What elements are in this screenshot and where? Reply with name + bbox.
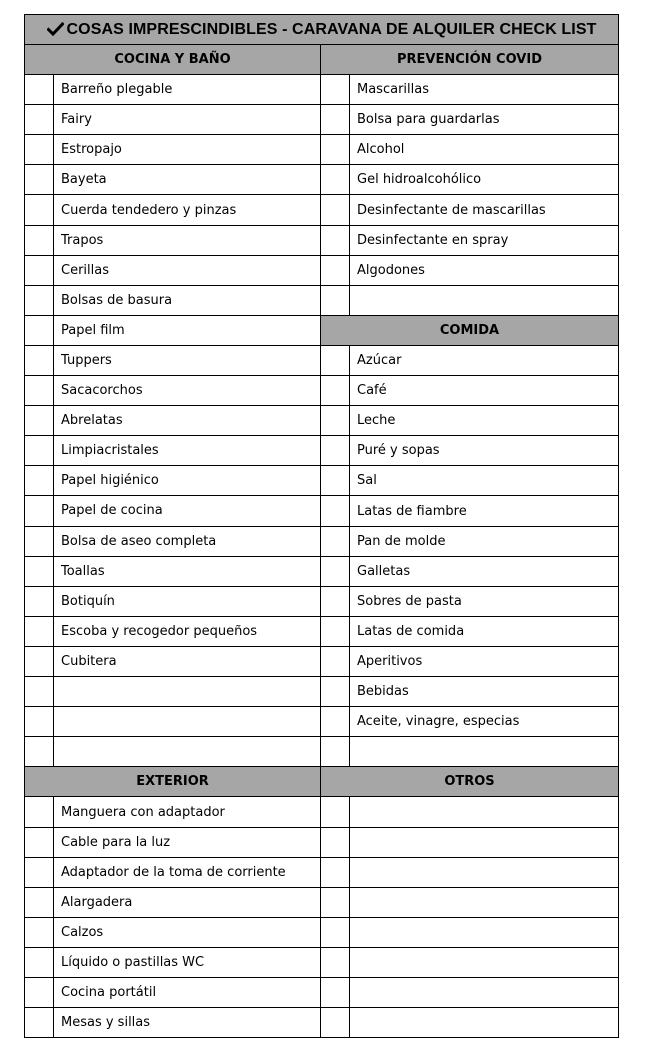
item-label: Bayeta bbox=[61, 172, 107, 188]
checkbox[interactable] bbox=[25, 647, 54, 676]
checklist-row bbox=[321, 617, 619, 647]
checklist-row bbox=[24, 737, 321, 767]
checklist-row bbox=[24, 828, 321, 858]
checklist-row bbox=[24, 647, 321, 677]
section-header-label: PREVENCIÓN COVID bbox=[396, 52, 542, 68]
checklist-row bbox=[24, 75, 321, 105]
item-label: Sacacorchos bbox=[61, 383, 143, 399]
checkbox[interactable] bbox=[321, 75, 350, 104]
checklist-row bbox=[321, 828, 619, 858]
checklist-row bbox=[24, 858, 321, 888]
checkbox[interactable] bbox=[321, 496, 350, 525]
checkbox[interactable] bbox=[25, 707, 54, 736]
checkbox[interactable] bbox=[25, 888, 54, 917]
item-label: Estropajo bbox=[61, 142, 122, 158]
checklist-row bbox=[321, 496, 619, 526]
item-label: Papel de cocina bbox=[61, 503, 163, 519]
item-label bbox=[350, 797, 618, 826]
section-header-label: OTROS bbox=[444, 774, 495, 790]
section-exterior bbox=[24, 767, 321, 1038]
checkbox[interactable] bbox=[25, 406, 54, 435]
checklist-row bbox=[24, 286, 321, 316]
item-label: Galletas bbox=[357, 563, 411, 579]
item-label: Tuppers bbox=[61, 352, 112, 368]
item-label: Desinfectante de mascarillas bbox=[357, 202, 546, 218]
item-label: Adaptador de la toma de corriente bbox=[61, 864, 286, 880]
checkbox[interactable] bbox=[25, 376, 54, 405]
checklist-row bbox=[24, 707, 321, 737]
checklist-row bbox=[321, 436, 619, 466]
checkmark-icon bbox=[47, 22, 64, 36]
section-comida bbox=[321, 316, 619, 767]
item-label: Mascarillas bbox=[357, 82, 429, 98]
checkbox[interactable] bbox=[25, 1008, 54, 1037]
item-label bbox=[350, 858, 618, 887]
item-label: Limpiacristales bbox=[61, 443, 159, 459]
item-label: Barreño plegable bbox=[61, 82, 173, 98]
checkbox[interactable] bbox=[321, 828, 350, 857]
checklist-row bbox=[321, 557, 619, 587]
checklist-row bbox=[321, 75, 619, 105]
item-label bbox=[54, 707, 320, 736]
checkbox[interactable] bbox=[25, 828, 54, 857]
checklist-row bbox=[321, 135, 619, 165]
item-label: Sobres de pasta bbox=[357, 593, 462, 609]
item-label bbox=[54, 737, 320, 766]
section-header-otros bbox=[321, 767, 619, 797]
checkbox[interactable] bbox=[25, 226, 54, 255]
item-label: Calzos bbox=[61, 924, 104, 940]
checkbox[interactable] bbox=[25, 918, 54, 947]
checkbox[interactable] bbox=[321, 195, 350, 224]
checkbox[interactable] bbox=[25, 135, 54, 164]
checkbox[interactable] bbox=[25, 858, 54, 887]
checkbox[interactable] bbox=[25, 617, 54, 646]
checkbox[interactable] bbox=[321, 888, 350, 917]
checklist-row bbox=[321, 677, 619, 707]
checkbox[interactable] bbox=[25, 677, 54, 706]
checkbox[interactable] bbox=[25, 436, 54, 465]
checkbox[interactable] bbox=[25, 496, 54, 525]
checkbox[interactable] bbox=[321, 978, 350, 1007]
checklist-row bbox=[321, 376, 619, 406]
checkbox[interactable] bbox=[321, 617, 350, 646]
item-label: Puré y sopas bbox=[357, 443, 440, 459]
checkbox[interactable] bbox=[25, 165, 54, 194]
checkbox[interactable] bbox=[321, 165, 350, 194]
checklist-row bbox=[24, 677, 321, 707]
checklist-row bbox=[24, 948, 321, 978]
section-header-exterior bbox=[24, 767, 321, 797]
checklist-row bbox=[321, 948, 619, 978]
item-label bbox=[350, 978, 618, 1007]
item-label: Mesas y sillas bbox=[61, 1015, 151, 1031]
checklist-row bbox=[24, 406, 321, 436]
checklist-row bbox=[321, 256, 619, 286]
checkbox[interactable] bbox=[25, 195, 54, 224]
checklist-row bbox=[24, 918, 321, 948]
checklist-row bbox=[321, 105, 619, 135]
section-header-label: EXTERIOR bbox=[136, 774, 209, 790]
item-label: Aceite, vinagre, especias bbox=[357, 714, 520, 730]
section-prevencion-covid bbox=[321, 45, 619, 316]
checklist-row bbox=[24, 165, 321, 195]
checkbox[interactable] bbox=[25, 948, 54, 977]
checklist-row bbox=[24, 496, 321, 526]
checklist-row bbox=[24, 135, 321, 165]
item-label: Fairy bbox=[61, 112, 92, 128]
checklist-row bbox=[24, 557, 321, 587]
checklist-row bbox=[24, 256, 321, 286]
item-label: Bolsa para guardarlas bbox=[357, 112, 500, 128]
checkbox[interactable] bbox=[321, 256, 350, 285]
checklist-row bbox=[24, 105, 321, 135]
checkbox[interactable] bbox=[321, 858, 350, 887]
item-label: Cuerda tendedero y pinzas bbox=[61, 202, 237, 218]
item-label: Alargadera bbox=[61, 894, 133, 910]
section-header-cocina bbox=[24, 45, 321, 75]
item-label: Líquido o pastillas WC bbox=[61, 955, 205, 970]
item-label: Latas de fiambre bbox=[357, 503, 467, 519]
item-label: Cerillas bbox=[61, 262, 109, 278]
section-header-comida bbox=[321, 316, 619, 346]
checkbox[interactable] bbox=[25, 105, 54, 134]
checklist-row bbox=[24, 436, 321, 466]
checkbox[interactable] bbox=[25, 527, 54, 556]
checklist-row bbox=[321, 797, 619, 827]
item-label: Alcohol bbox=[357, 142, 405, 158]
checkbox[interactable] bbox=[25, 737, 54, 766]
checklist-title: COSAS IMPRESCINDIBLES - CARAVANA DE ALQUILER CHECK LIST bbox=[66, 20, 597, 38]
checkbox[interactable] bbox=[321, 647, 350, 676]
checklist-row bbox=[24, 346, 321, 376]
checklist-row bbox=[321, 406, 619, 436]
checklist-title-bar bbox=[24, 14, 619, 45]
item-label: Papel film bbox=[61, 322, 125, 338]
checkbox[interactable] bbox=[321, 466, 350, 495]
item-label: Botiquín bbox=[61, 593, 115, 609]
section-header-covid bbox=[321, 45, 619, 75]
checkbox[interactable] bbox=[321, 346, 350, 375]
item-label: Cubitera bbox=[61, 653, 117, 669]
checkbox[interactable] bbox=[25, 75, 54, 104]
item-label: Algodones bbox=[357, 262, 425, 278]
item-label: Leche bbox=[357, 413, 396, 429]
checklist-row bbox=[24, 527, 321, 557]
checklist-row bbox=[321, 165, 619, 195]
checkbox[interactable] bbox=[25, 256, 54, 285]
checklist-row bbox=[24, 587, 321, 617]
checklist-row bbox=[321, 858, 619, 888]
item-label: Abrelatas bbox=[61, 413, 123, 429]
checklist-row bbox=[321, 346, 619, 376]
checkbox[interactable] bbox=[321, 557, 350, 586]
checkbox[interactable] bbox=[321, 797, 350, 826]
item-label: Cable para la luz bbox=[61, 834, 171, 850]
item-label: Manguera con adaptador bbox=[61, 804, 225, 820]
checklist-row bbox=[321, 587, 619, 617]
checkbox[interactable] bbox=[25, 346, 54, 375]
checkbox[interactable] bbox=[321, 527, 350, 556]
checklist-row bbox=[24, 978, 321, 1008]
checkbox[interactable] bbox=[321, 948, 350, 977]
section-header-label: COCINA Y BAÑO bbox=[114, 52, 231, 68]
checklist-row bbox=[321, 1008, 619, 1038]
checkbox[interactable] bbox=[321, 737, 350, 766]
item-label: Desinfectante en spray bbox=[357, 232, 509, 248]
checkbox[interactable] bbox=[321, 918, 350, 947]
checklist-sheet bbox=[24, 14, 619, 1037]
item-label: Latas de comida bbox=[357, 623, 465, 639]
item-label: Bolsa de aseo completa bbox=[61, 533, 217, 549]
checkbox[interactable] bbox=[321, 226, 350, 255]
item-label bbox=[350, 737, 618, 766]
checklist-row bbox=[321, 707, 619, 737]
item-label: Toallas bbox=[61, 563, 105, 579]
checklist-row bbox=[321, 286, 619, 316]
item-label bbox=[350, 918, 618, 947]
checkbox[interactable] bbox=[25, 797, 54, 826]
item-label bbox=[350, 888, 618, 917]
checkbox[interactable] bbox=[25, 557, 54, 586]
checklist-row bbox=[24, 617, 321, 647]
checkbox[interactable] bbox=[321, 587, 350, 616]
checklist-row bbox=[321, 647, 619, 677]
checkbox[interactable] bbox=[25, 587, 54, 616]
checkbox[interactable] bbox=[25, 978, 54, 1007]
checklist-row bbox=[321, 888, 619, 918]
checklist-row bbox=[321, 195, 619, 225]
checklist-row bbox=[321, 466, 619, 496]
checkbox[interactable] bbox=[321, 105, 350, 134]
checkbox[interactable] bbox=[321, 406, 350, 435]
item-label: Azúcar bbox=[357, 353, 402, 369]
item-label: Escoba y recogedor pequeños bbox=[61, 623, 258, 639]
item-label: Aperitivos bbox=[357, 653, 423, 669]
checkbox[interactable] bbox=[25, 286, 54, 315]
checklist-row bbox=[24, 226, 321, 256]
checkbox[interactable] bbox=[321, 436, 350, 465]
section-cocina-y-bano bbox=[24, 45, 321, 767]
checklist-row bbox=[24, 466, 321, 496]
item-label bbox=[350, 1008, 618, 1037]
checklist-row bbox=[321, 527, 619, 557]
item-label: Cocina portátil bbox=[61, 985, 157, 1001]
item-label bbox=[350, 828, 618, 857]
checkbox[interactable] bbox=[25, 466, 54, 495]
section-otros bbox=[321, 767, 619, 1038]
item-label: Pan de molde bbox=[357, 533, 446, 549]
checklist-row bbox=[24, 1008, 321, 1038]
item-label: Sal bbox=[357, 473, 377, 489]
item-label bbox=[350, 948, 618, 977]
item-label: Bolsas de basura bbox=[61, 292, 173, 308]
checkbox[interactable] bbox=[321, 376, 350, 405]
checkbox[interactable] bbox=[25, 316, 54, 345]
item-label: Bebidas bbox=[357, 684, 409, 700]
checkbox[interactable] bbox=[321, 677, 350, 706]
checklist-row bbox=[24, 797, 321, 827]
checklist-row bbox=[24, 316, 321, 346]
checklist-row bbox=[321, 978, 619, 1008]
checklist-row bbox=[24, 376, 321, 406]
item-label bbox=[54, 677, 320, 706]
item-label bbox=[350, 286, 618, 315]
checklist-row bbox=[24, 888, 321, 918]
item-label: Trapos bbox=[61, 232, 104, 248]
checkbox[interactable] bbox=[321, 1008, 350, 1037]
section-header-label: COMIDA bbox=[439, 322, 500, 338]
checkbox[interactable] bbox=[321, 707, 350, 736]
checkbox[interactable] bbox=[321, 135, 350, 164]
checklist-row bbox=[24, 195, 321, 225]
checklist-row bbox=[321, 226, 619, 256]
checklist-row bbox=[321, 918, 619, 948]
checkbox[interactable] bbox=[321, 286, 350, 315]
checklist-row bbox=[321, 737, 619, 767]
item-label: Café bbox=[357, 383, 387, 399]
item-label: Papel higiénico bbox=[61, 473, 159, 489]
item-label: Gel hidroalcohólico bbox=[357, 172, 482, 188]
